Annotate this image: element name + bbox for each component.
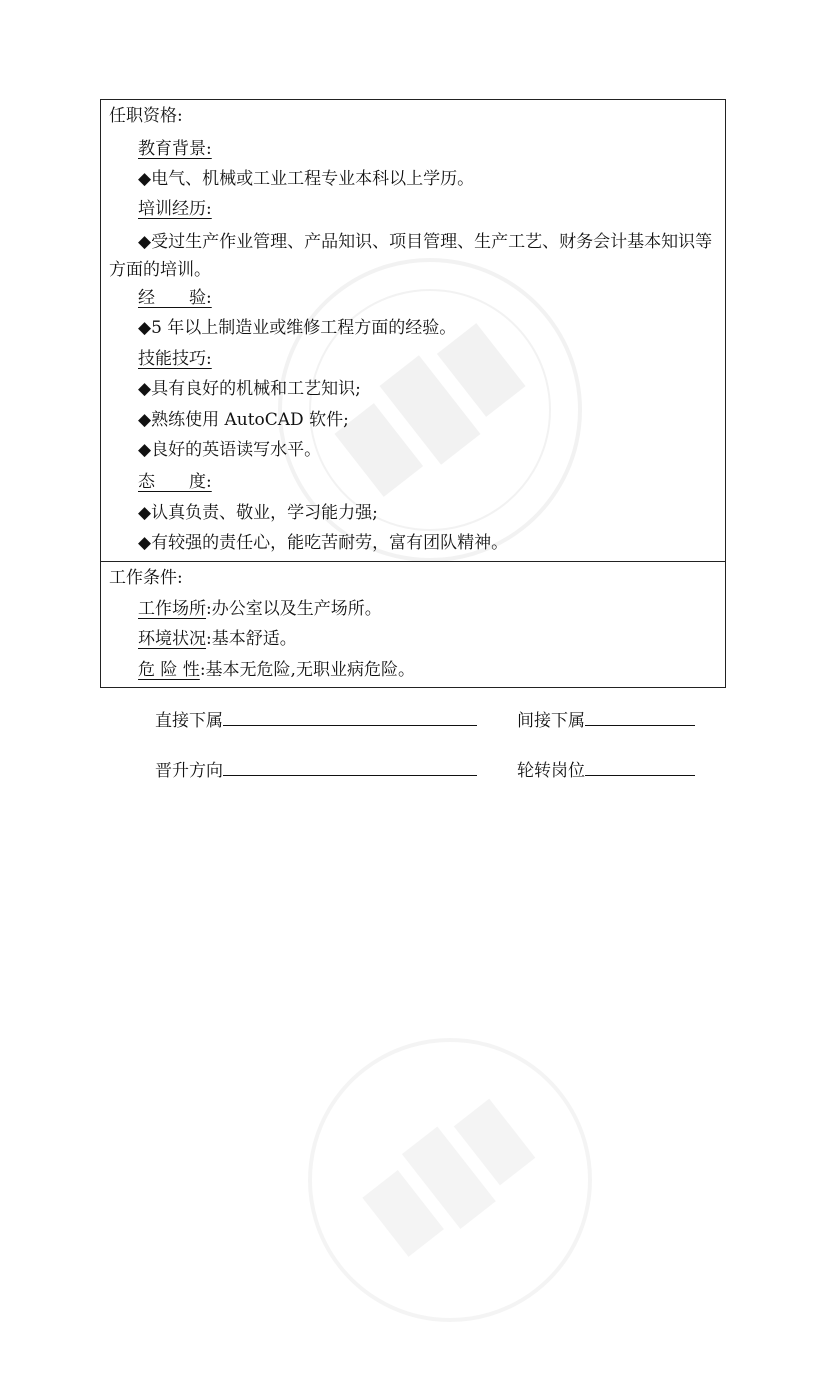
conditions-row-workplace — [138, 597, 382, 621]
indirect-subordinate-blank[interactable] — [585, 707, 695, 726]
experience-label: 经 验: — [138, 288, 212, 308]
direct-subordinate-blank[interactable] — [223, 707, 477, 726]
skills-label: 技能技巧: — [138, 349, 212, 369]
training-label: 培训经历: — [138, 199, 212, 219]
promotion-direction-label: 晋升方向 — [155, 761, 223, 781]
conditions-row-environment — [138, 627, 297, 651]
promotion-direction-blank[interactable] — [223, 757, 477, 776]
workplace-value: :办公室以及生产场所。 — [206, 599, 382, 619]
indirect-subordinate-field[interactable] — [517, 707, 695, 731]
direct-subordinate-field[interactable] — [155, 707, 477, 731]
qualifications-section — [100, 99, 726, 562]
training-item-1: ◆受过生产作业管理、产品知识、项目管理、生产工艺、财务会计基本知识等方面的培训。 — [109, 232, 713, 280]
hazard-value: :基本无危险,无职业病危险。 — [199, 660, 415, 680]
attitude-item-1: ◆认真负责、敬业，学习能力强; — [138, 503, 378, 523]
qualifications-heading: 任职资格: — [109, 106, 183, 126]
skills-item-3: ◆良好的英语读写水平。 — [138, 440, 322, 460]
education-item-1: ◆电气、机械或工业工程专业本科以上学历。 — [138, 169, 475, 189]
conditions-section — [100, 561, 726, 688]
direct-subordinate-label: 直接下属 — [155, 711, 223, 731]
environment-label: 环境状况 — [138, 629, 206, 649]
watermark-seal-icon-2 — [239, 969, 660, 1390]
education-label: 教育背景: — [138, 139, 212, 159]
indirect-subordinate-label: 间接下属 — [517, 711, 585, 731]
promotion-direction-field[interactable] — [155, 757, 477, 781]
attitude-label: 态 度: — [138, 472, 212, 492]
skills-item-1: ◆具有良好的机械和工艺知识; — [138, 379, 361, 399]
conditions-heading: 工作条件: — [109, 568, 183, 588]
skills-item-2: ◆熟练使用 AutoCAD 软件; — [138, 410, 349, 430]
rotation-position-blank[interactable] — [585, 757, 695, 776]
conditions-row-hazard — [138, 658, 415, 682]
environment-value: :基本舒适。 — [206, 629, 297, 649]
hazard-label: 危 险 性 — [138, 660, 200, 680]
rotation-position-field[interactable] — [517, 757, 695, 781]
experience-item-1: ◆5 年以上制造业或维修工程方面的经验。 — [138, 318, 457, 338]
attitude-item-2: ◆有较强的责任心，能吃苦耐劳，富有团队精神。 — [138, 533, 509, 553]
rotation-position-label: 轮转岗位 — [517, 761, 585, 781]
workplace-label: 工作场所 — [138, 599, 206, 619]
